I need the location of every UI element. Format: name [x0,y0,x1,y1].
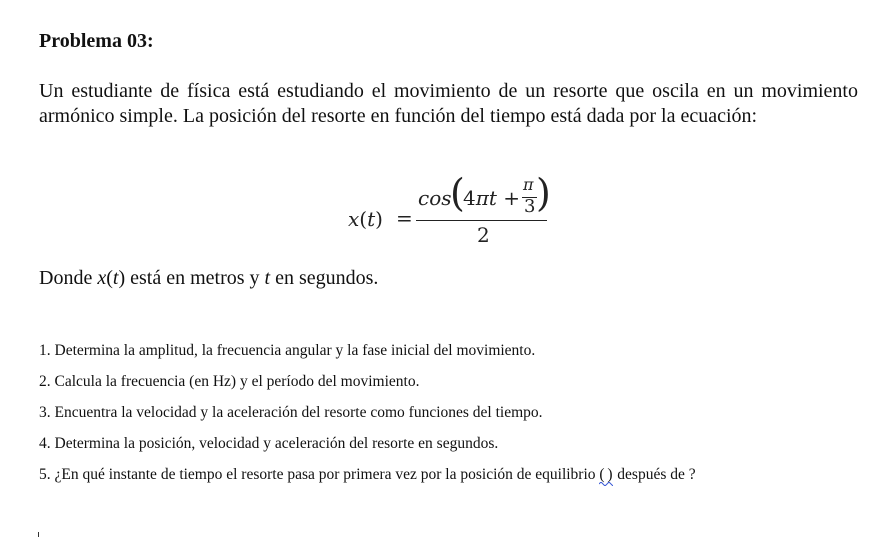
question-item [39,464,696,495]
equation-denominator: 2 [477,223,490,247]
units-t-symbol: t [264,267,271,289]
units-note [39,267,378,290]
lhs-var: t [367,207,376,231]
question-5-start: 5. ¿En qué instante de tiempo el resorte pasa por primera vez por la posición de equilibrio [39,466,600,483]
units-middle: está en metros y [125,267,265,289]
problem-title: Problema 03: [39,30,154,52]
placeholder-close: ) [607,466,613,483]
units-x-symbol: x [97,267,107,289]
equation-lhs [348,207,383,231]
phase-numerator: π [523,175,534,194]
cos-argument [463,186,520,210]
position-equation [346,171,566,248]
question-item: 1. Determina la amplitud, la frecuencia angular y la fase inicial del movimiento. [39,342,536,359]
question-item: 2. Calcula la frecuencia (en Hz) y el período del movimiento. [39,373,420,390]
problem-intro: Un estudiante de física está estudiando el movimiento de un resorte que oscila en un movimiento armónico simple. La posición del resorte en función del tiempo está dada por la ecuación: [39,80,858,127]
text-cursor [38,532,39,537]
units-prefix: Donde [39,267,98,289]
equals-sign: = [396,206,413,230]
lhs-close: ) [375,207,383,231]
equation-numerator [418,171,551,220]
phase-denominator: 3 [524,196,536,217]
cos-function: cos [418,186,452,210]
units-suffix: en segundos. [270,267,379,289]
empty-placeholder [599,466,613,482]
big-paren-close: ) [536,171,551,215]
spellcheck-underline-icon [599,482,613,486]
units-x-close: ) [118,267,126,289]
question-item: 3. Encuentra la velocidad y la aceleración del resorte como funciones del tiempo. [39,404,543,421]
units-x-open: ( [106,267,113,289]
big-paren-open: ( [450,171,465,215]
phase-fraction [522,176,537,218]
arg-coeff: 4 [463,186,476,210]
lhs-func: x [348,207,360,231]
question-5-end: después de ? [613,466,696,483]
question-item: 4. Determina la posición, velocidad y aceleración del resorte en segundos. [39,435,499,452]
question-list [39,340,696,495]
arg-pi: π [475,186,489,210]
placeholder-open: ( [599,466,605,483]
main-fraction-bar [416,220,547,221]
arg-plus: + [496,186,521,210]
units-x-var: t [112,267,119,289]
lhs-open: ( [359,207,368,231]
arg-var: t [488,186,497,210]
